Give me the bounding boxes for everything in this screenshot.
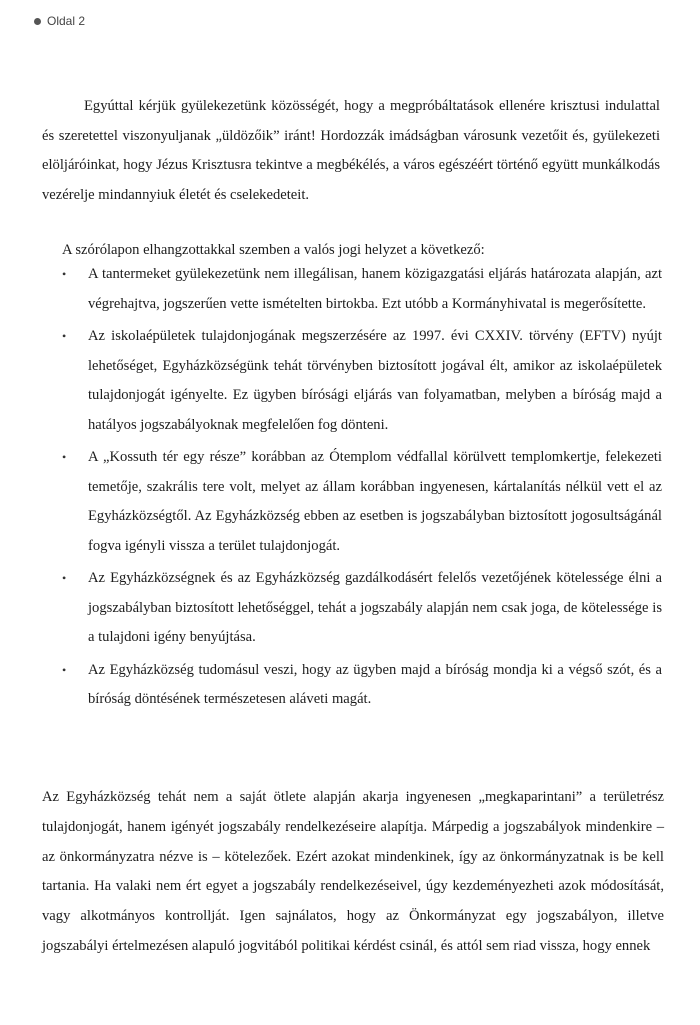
bullet-text: A „Kossuth tér egy része” korábban az Ótemplom védfallal körülvett templomkertje, felekezeti temetője, szakrális tere volt, melyet az állam korábban ingyenesen, kártalanítás nélkül vett el az Egyházközségtől. Az Egyházközség ebben az esetben is jogszabályban biztosított jogosultságánál fogva igényli vissza a terület tulajdonjogát. bbox=[88, 449, 662, 554]
bullet-icon: • bbox=[62, 267, 67, 281]
bullet-icon: • bbox=[62, 450, 67, 464]
bullet-item bbox=[62, 260, 662, 319]
bullet-text: Az Egyházközségnek és az Egyházközség gazdálkodásért felelős vezetőjének kötelessége élni a jogszabályban biztosított lehetőséggel, tehát a jogszabály alapján nem csak joga, de kötelessége is a tulajdoni igény benyújtása. bbox=[88, 570, 662, 645]
bullet-item bbox=[62, 656, 662, 715]
bullet-icon: • bbox=[62, 662, 67, 677]
page-number-text: Oldal 2 bbox=[47, 14, 86, 28]
bullet-text: Az iskolaépületek tulajdonjogának megszerzésére az 1997. évi CXXIV. törvény (EFTV) nyújt lehetőséget, Egyházközségünk tehát törvényben biztosított jogával élt, amikor az iskolaépületek tulajdonjogát igényelte. Ez ügyben bírósági eljárás van folyamatban, melyben a bíróság majd a hatályos jogszabályoknak megfelelően fog dönteni. bbox=[88, 328, 662, 433]
page-bullet-icon bbox=[34, 18, 41, 25]
paragraph-2: Az Egyházközség tehát nem a saját ötlete alapján akarja ingyenesen „megkaparintani” a területrész tulajdonjogát, hanem igényét jogszabály rendelkezéseire alapítja. Márpedig a jogszabályok mindenkire – az önkormányzatra nézve is – kötelezőek. Ezért azokat mindenkinek, így az önkormányzatnak is be kell tartania. Ha valaki nem ért egyet a jogszabály rendelkezéseivel, úgy kezdeményezheti azok módosítását, vagy alkotmányos kontrollját. Igen sajnálatos, hogy az Önkormányzat egy jogszabályon, illetve jogszabályi értelmezésen alapuló jogvitából politikai kérdést csinál, és attól sem riad vissza, hogy ennek bbox=[42, 789, 664, 954]
paragraph-1: Egyúttal kérjük gyülekezetünk közösségét, hogy a megpróbáltatások ellenére krisztusi indulattal és szeretettel viszonyuljanak „üldözőik” iránt! Hordozzák imádságban városunk vezetőit és, gyülekezeti elöljáróinkat, hogy Jézus Krisztusra tekintve a megbékélés, a város egészéért történő együtt munkálkodás vezérelje mindannyiuk életét és cselekedeteit. bbox=[42, 98, 660, 203]
bullet-text: Az Egyházközség tudomásul veszi, hogy az ügyben majd a bíróság mondja ki a végső szót, és a bíróság döntésének természetesen aláveti magát. bbox=[88, 661, 662, 707]
bullet-item bbox=[62, 322, 662, 440]
bullet-text: A tantermeket gyülekezetünk nem illegálisan, hanem közigazgatási eljárás határozata alapján, azt végrehajtva, jogszerűen vette ismételten birtokba. Ezt utóbb a Kormányhivatal is megerősítette. bbox=[88, 266, 662, 312]
intro-text: A szórólapon elhangzottakkal szemben a valós jogi helyzet a következő: bbox=[62, 242, 485, 258]
bullet-icon: • bbox=[62, 329, 67, 343]
bullet-item bbox=[62, 564, 662, 653]
bullet-item bbox=[62, 443, 662, 561]
bullet-list bbox=[62, 260, 662, 718]
page-label bbox=[34, 14, 85, 28]
bullet-icon: • bbox=[62, 571, 67, 585]
